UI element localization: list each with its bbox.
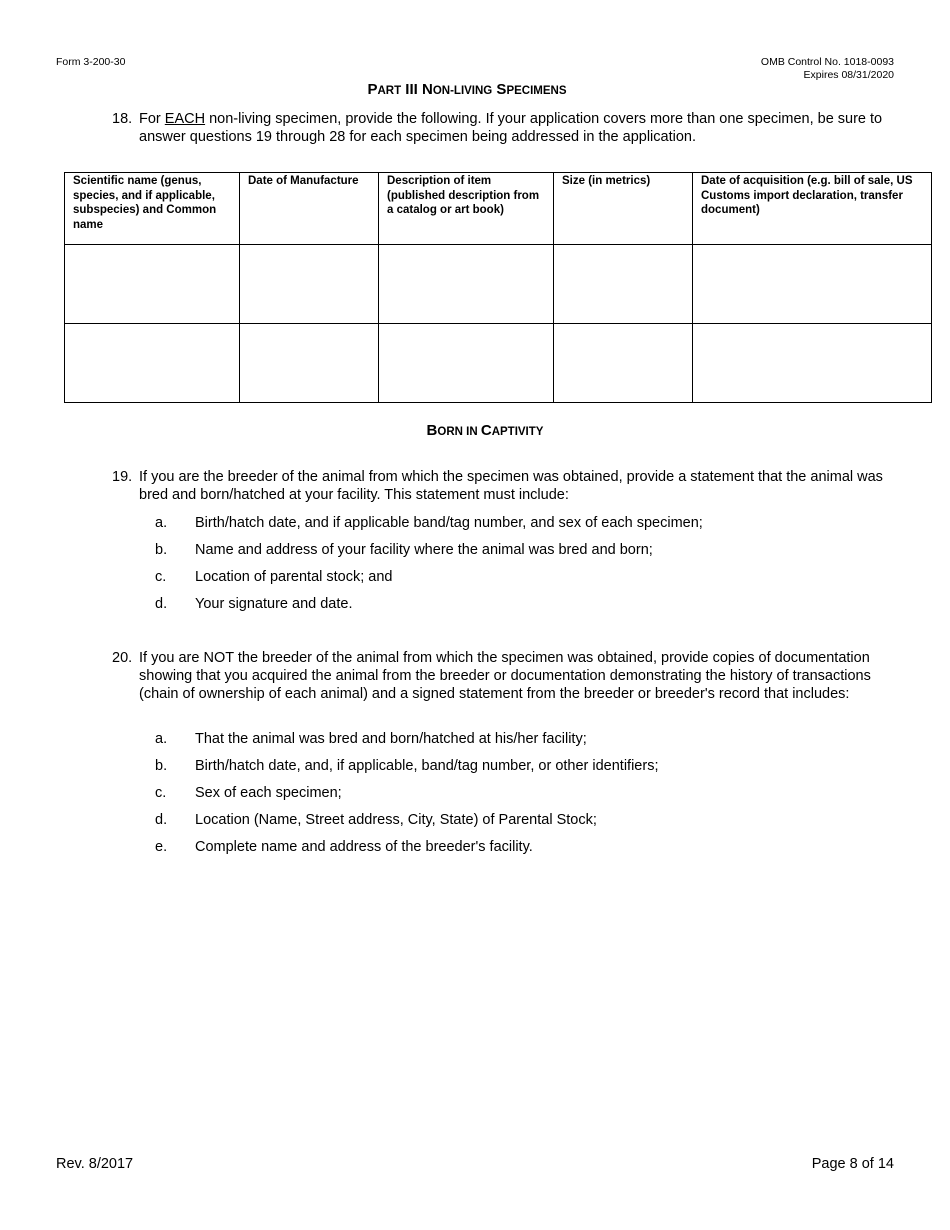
table-cell[interactable]: [554, 245, 693, 324]
part-title-part: ART: [377, 85, 402, 97]
list-item-text: That the animal was bred and born/hatched at his/her facility;: [195, 731, 587, 747]
list-item: [155, 784, 342, 802]
part-title-roman: III: [401, 81, 422, 98]
list-item-text: Birth/hatch date, and, if applicable, band/tag number, or other identifiers;: [195, 758, 659, 774]
table-cell[interactable]: [693, 324, 932, 403]
list-item-letter: d.: [155, 812, 168, 828]
table-cell[interactable]: [65, 245, 240, 324]
list-item-letter: a.: [155, 731, 168, 747]
list-item-letter: d.: [155, 596, 168, 612]
table-cell[interactable]: [240, 324, 379, 403]
list-item-letter: e.: [155, 839, 168, 855]
table-row: [65, 324, 932, 403]
column-header-scientific-name: Scientific name (genus, species, and if applicable, subspecies) and Common name: [65, 173, 240, 245]
list-item-text: Sex of each specimen;: [195, 785, 342, 801]
column-header-date-of-acquisition: Date of acquisition (e.g. bill of sale, US Customs import declaration, transfer document): [693, 173, 932, 245]
table-cell[interactable]: [379, 245, 554, 324]
part-title-segment: ON: [432, 85, 451, 97]
list-item-text: Complete name and address of the breeder's facility.: [195, 839, 533, 855]
expiration-date: Expires 08/31/2020: [803, 69, 894, 81]
list-item-text: Your signature and date.: [195, 596, 353, 612]
list-item-letter: a.: [155, 515, 168, 531]
column-header-size: Size (in metrics): [554, 173, 693, 245]
list-item: [155, 838, 533, 856]
part-title-letter: L: [453, 85, 461, 97]
question-text: If you are NOT the breeder of the animal from which the specimen was obtained, provide copies of documentation showing that you acquired the animal from the breeder or documentation demonstrating the history of transactions (chain of ownership of each animal) and a signed statement from the breeder or breeder's record that includes:: [139, 650, 871, 702]
list-item-text: Name and address of your facility where the animal was bred and born;: [195, 542, 653, 558]
list-item-letter: c.: [155, 785, 167, 801]
part-title-letter: S: [496, 81, 507, 98]
list-item: [155, 568, 393, 586]
section-title-letter: B: [426, 422, 438, 439]
omb-block: [761, 56, 894, 82]
part-title-letter: P: [367, 81, 378, 98]
list-item-text: Birth/hatch date, and if applicable band/tag number, and sex of each specimen;: [195, 515, 703, 531]
question-number: 19.: [112, 469, 133, 485]
footer-revision: Rev. 8/2017: [56, 1156, 134, 1172]
form-number: Form 3-200-30: [56, 56, 126, 68]
table-cell[interactable]: [554, 324, 693, 403]
list-item-letter: b.: [155, 542, 168, 558]
section-title-born-in-captivity: [0, 422, 950, 440]
section-title-letter: C: [480, 422, 492, 439]
column-header-description: Description of item (published description from a catalog or art book): [379, 173, 554, 245]
list-item-text: Location of parental stock; and: [195, 569, 393, 585]
question-text-segment: non-living specimen, provide the following. If your application covers more than one specimen, be sure to answer questions 19 through 28 for each specimen being addressed in the application.: [139, 111, 883, 145]
footer-page-number: Page 8 of 14: [811, 1156, 894, 1172]
table-cell[interactable]: [693, 245, 932, 324]
table-row: [65, 245, 932, 324]
table-cell[interactable]: [240, 245, 379, 324]
list-item: [155, 595, 352, 613]
list-item: [155, 730, 587, 748]
part-title: [0, 81, 934, 98]
column-header-date-of-manufacture: Date of Manufacture: [240, 173, 379, 245]
emphasis-each: EACH: [164, 111, 206, 127]
question-text: If you are the breeder of the animal from which the specimen was obtained, provide a statement that the animal was bred and born/hatched at your facility. This statement must include:: [139, 469, 883, 503]
table-header-row: [65, 173, 932, 245]
table-cell[interactable]: [65, 324, 240, 403]
list-item: [155, 757, 658, 775]
part-title-letter: N: [421, 81, 433, 98]
specimen-table: [64, 172, 932, 403]
list-item-letter: c.: [155, 569, 167, 585]
question-number: 18.: [112, 111, 133, 127]
question-19: [112, 468, 902, 504]
question-20: [112, 649, 902, 703]
question-number: 20.: [112, 650, 133, 666]
list-item: [155, 541, 653, 559]
part-title-segment: PECIMENS: [506, 85, 567, 97]
list-item: [155, 514, 703, 532]
list-item-letter: b.: [155, 758, 168, 774]
list-item-text: Location (Name, Street address, City, State) of Parental Stock;: [195, 812, 597, 828]
section-title-segment: APTIVITY: [491, 426, 544, 438]
omb-control-number: OMB Control No. 1018-0093: [760, 56, 894, 68]
part-title-segment: IVING: [460, 85, 493, 97]
part-title-dash: -: [450, 85, 454, 97]
list-item: [155, 811, 597, 829]
section-title-segment: ORN IN: [437, 426, 481, 438]
question-text: [139, 110, 902, 146]
question-text-segment: For: [139, 111, 165, 127]
question-18: [112, 110, 902, 146]
table-cell[interactable]: [379, 324, 554, 403]
